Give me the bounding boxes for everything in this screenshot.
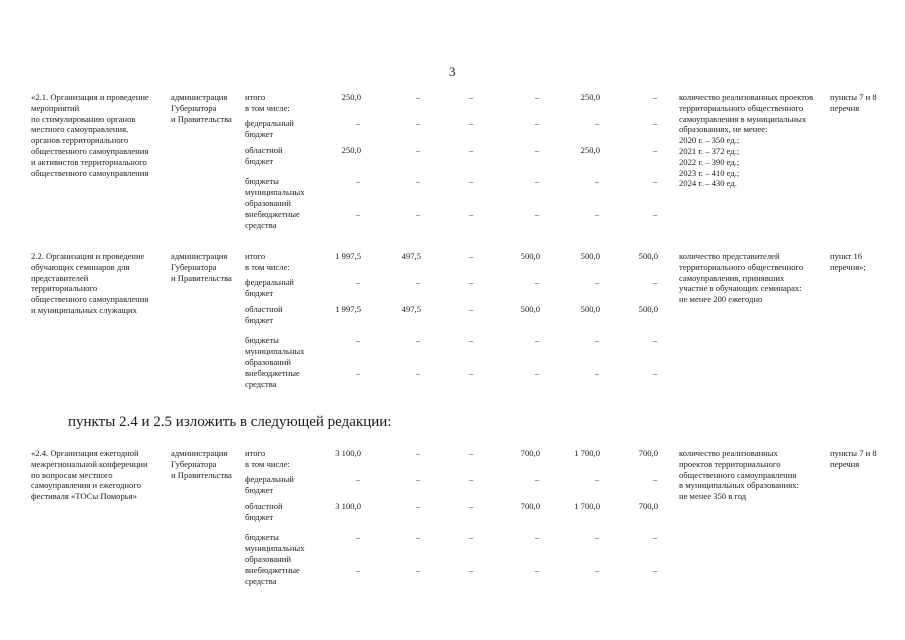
empty-cell: – (415, 118, 421, 128)
amount-cell: 3 100,0 (335, 501, 361, 511)
empty-cell: – (534, 565, 540, 575)
funding-source: бюджеты муниципальных образований (245, 532, 305, 564)
amount-cell: 700,0 (638, 501, 658, 511)
empty-cell: – (534, 209, 540, 219)
amount-cell: 1 997,5 (335, 304, 361, 314)
page-number: 3 (449, 64, 456, 79)
empty-cell: – (468, 145, 474, 155)
empty-cell: – (355, 335, 361, 345)
empty-cell: – (652, 176, 658, 186)
amount-cell: 700,0 (638, 448, 658, 458)
empty-cell: – (594, 565, 600, 575)
empty-cell: – (415, 92, 421, 102)
empty-cell: – (594, 118, 600, 128)
funding-source: областной бюджет (245, 304, 283, 325)
reference: пункт 16 перечня»; (830, 251, 866, 272)
empty-cell: – (534, 118, 540, 128)
empty-cell: – (594, 176, 600, 186)
funding-source: внебюджетные средства (245, 368, 300, 389)
measure-name: «2.1. Организация и проведение мероприятий по стимулированию органов местного самоуправления, органов территориального общественного самоуправления и активистов территориального общественного самоуправления (31, 92, 149, 178)
empty-cell: – (534, 474, 540, 484)
measure-name: «2.4. Организация ежегодной межрегиональной конференции по вопросам местного самоуправления и ежегодного фестиваля «ТОСы Поморья» (31, 448, 148, 502)
funding-source: бюджеты муниципальных образований (245, 335, 305, 367)
funding-source: внебюджетные средства (245, 209, 300, 230)
funding-source: областной бюджет (245, 145, 283, 166)
amount-cell: 500,0 (638, 251, 658, 261)
empty-cell: – (355, 209, 361, 219)
empty-cell: – (468, 532, 474, 542)
empty-cell: – (594, 474, 600, 484)
empty-cell: – (415, 501, 421, 511)
amount-cell: 500,0 (580, 304, 600, 314)
funding-source: федеральный бюджет (245, 277, 294, 298)
amount-cell: 500,0 (520, 304, 540, 314)
empty-cell: – (534, 277, 540, 287)
empty-cell: – (468, 277, 474, 287)
empty-cell: – (468, 368, 474, 378)
empty-cell: – (652, 145, 658, 155)
amount-cell: 250,0 (341, 145, 361, 155)
empty-cell: – (534, 335, 540, 345)
empty-cell: – (468, 304, 474, 314)
funding-source: итого в том числе: (245, 92, 290, 113)
empty-cell: – (415, 448, 421, 458)
empty-cell: – (594, 277, 600, 287)
funding-source: областной бюджет (245, 501, 283, 522)
executor: администрация Губернатора и Правительства (171, 92, 232, 124)
amount-cell: 500,0 (638, 304, 658, 314)
empty-cell: – (468, 565, 474, 575)
indicator: количество представителей территориального общественного самоуправления, принявших участие в обучающих семинарах: не менее 200 ежегодно (679, 251, 804, 305)
amount-cell: 1 700,0 (574, 501, 600, 511)
empty-cell: – (415, 368, 421, 378)
empty-cell: – (652, 368, 658, 378)
amount-cell: 250,0 (580, 92, 600, 102)
empty-cell: – (652, 335, 658, 345)
amount-cell: 3 100,0 (335, 448, 361, 458)
empty-cell: – (355, 368, 361, 378)
empty-cell: – (534, 92, 540, 102)
empty-cell: – (534, 176, 540, 186)
empty-cell: – (652, 474, 658, 484)
amount-cell: 500,0 (580, 251, 600, 261)
amount-cell: 1 997,5 (335, 251, 361, 261)
empty-cell: – (534, 145, 540, 155)
empty-cell: – (468, 501, 474, 511)
empty-cell: – (594, 209, 600, 219)
empty-cell: – (415, 209, 421, 219)
amount-cell: 497,5 (401, 251, 421, 261)
empty-cell: – (468, 118, 474, 128)
empty-cell: – (652, 209, 658, 219)
empty-cell: – (355, 474, 361, 484)
empty-cell: – (355, 532, 361, 542)
empty-cell: – (355, 277, 361, 287)
empty-cell: – (468, 176, 474, 186)
executor: администрация Губернатора и Правительства (171, 251, 232, 283)
amount-cell: 500,0 (520, 251, 540, 261)
empty-cell: – (468, 335, 474, 345)
empty-cell: – (415, 474, 421, 484)
empty-cell: – (468, 448, 474, 458)
empty-cell: – (652, 118, 658, 128)
funding-source: федеральный бюджет (245, 474, 294, 495)
empty-cell: – (594, 532, 600, 542)
funding-source: итого в том числе: (245, 448, 290, 469)
empty-cell: – (594, 335, 600, 345)
empty-cell: – (415, 176, 421, 186)
empty-cell: – (415, 565, 421, 575)
amount-cell: 700,0 (520, 501, 540, 511)
amount-cell: 700,0 (520, 448, 540, 458)
indicator: количество реализованных проектов территориального общественного самоуправления в муниципальных образованиях: не менее 350 в год (679, 448, 799, 502)
funding-source: бюджеты муниципальных образований (245, 176, 305, 208)
empty-cell: – (652, 565, 658, 575)
empty-cell: – (355, 176, 361, 186)
empty-cell: – (534, 532, 540, 542)
reference: пункты 7 и 8 перечня (830, 448, 877, 469)
empty-cell: – (355, 118, 361, 128)
section-heading: пункты 2.4 и 2.5 изложить в следующей редакции: (68, 414, 392, 430)
empty-cell: – (594, 368, 600, 378)
empty-cell: – (415, 532, 421, 542)
funding-source: итого в том числе: (245, 251, 290, 272)
empty-cell: – (468, 251, 474, 261)
amount-cell: 1 700,0 (574, 448, 600, 458)
empty-cell: – (415, 335, 421, 345)
executor: администрация Губернатора и Правительства (171, 448, 232, 480)
measure-name: 2.2. Организация и проведение обучающих семинаров для представителей территориального общественного самоуправления и муниципальных служащих (31, 251, 149, 315)
empty-cell: – (652, 92, 658, 102)
empty-cell: – (534, 368, 540, 378)
funding-source: внебюджетные средства (245, 565, 300, 586)
empty-cell: – (468, 92, 474, 102)
amount-cell: 250,0 (580, 145, 600, 155)
empty-cell: – (415, 145, 421, 155)
reference: пункты 7 и 8 перечня (830, 92, 877, 113)
empty-cell: – (468, 474, 474, 484)
funding-source: федеральный бюджет (245, 118, 294, 139)
empty-cell: – (652, 277, 658, 287)
empty-cell: – (355, 565, 361, 575)
amount-cell: 250,0 (341, 92, 361, 102)
indicator: количество реализованных проектов территориального общественного самоуправления в муниципальных образованиях, не менее: 2020 г. – 350 ед.; 2021 г. – 372 ед.; 2022 г. – 390 ед.; 2023 г. – 410 ед.; 2024 г. – 430 ед. (679, 92, 814, 189)
amount-cell: 497,5 (401, 304, 421, 314)
empty-cell: – (652, 532, 658, 542)
empty-cell: – (415, 277, 421, 287)
empty-cell: – (468, 209, 474, 219)
